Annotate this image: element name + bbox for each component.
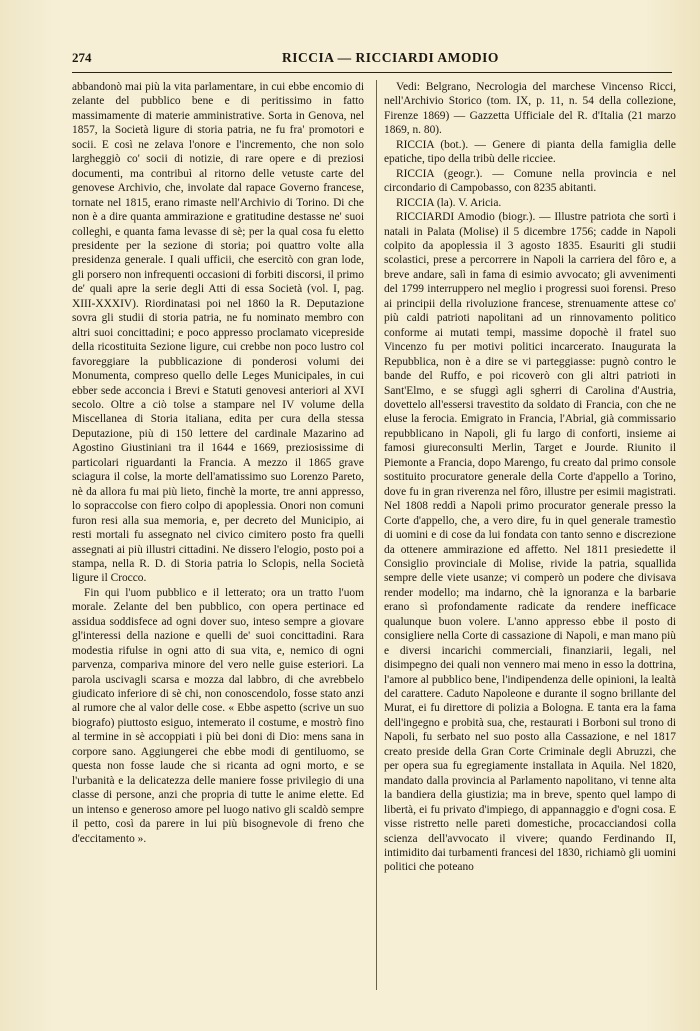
header-rule xyxy=(72,72,672,73)
left-paragraph: abbandonò mai più la vita parlamentare, in cui ebbe encomio di zelante del pubblico bene e di peritissimo in fatto massimamente di materie amministrative. Sorta in Genova, nel 1857, la Società ligure di storia patria, ne fu fra' promotori e socii. E così ne zelava l'onore e l'incremento, che non solo largheggiò co' socii di notizie, di rare opere e di preziosi documenti, ma contribuì al ritorno delle vetuste carte del genovese Archivio, che, involate dal rapace Governo francese, tornate nel 1815, erano rimaste nell'Archivio di Torino. Di che non è a dire quanta ammirazione e gratitudine destasse ne' suoi colleghi, e quanta fama levasse di sè; per la qual cosa fu eletto presidente per la sezione di storia; poi quattro volte alla presidenza generale. I quali ufficii, che esercitò con gran lode, gli porsero non infrequenti occasioni di forbiti discorsi, il primo de' quali apre la serie degli Atti di essa Società (vol. I, pag. XIII-XXXIV). Riordinatasi poi nel 1860 la R. Deputazione sovra gli studii di storia patria, ne fu nominato membro con altri suoi concittadini; e poco appresso proclamato vicepreside della ricostituita Sezione ligure, cui crebbe non poco lustro col favoreggiare la pubblicazione di ponderosi volumi dei Monumenta, compreso quello delle Leges Municipales, in cui ebber sede acconcia i Brevi e Statuti genovesi anteriori al XVI secolo. Oltre a ciò tolse a stampare nel IV volume della Miscellanea di Storia italiana, edita per cura della stessa Deputazione, più di 150 lettere del cardinale Mazarino ad Agostino Giustiniani tra il 1644 e 1669, preziosissime di particolari riguardanti la Francia. A mezzo il 1865 grave sciagura il colse, la morte dell'amatissimo suo Lorenzo Pareto, nè da allora fu mai più lieto, finchè la morte, tre anni appresso, lo sopraccolse con fiero colpo di apoplessia. Onori non comuni furon resi alla sua memoria, e, per decreto del Municipio, ai resti mortali fu assegnato nel civico cimitero posto fra quelli assegnati ai più illustri cittadini. Ne dissero l'elogio, posto poi a stampa, nella R. D. di Storia patria lo Sclopis, nella Società ligure il Crocco. xyxy=(72,81,364,585)
left-column xyxy=(72,80,364,846)
column-divider xyxy=(376,80,377,990)
dictionary-entry: RICCIA (la). V. Aricia. xyxy=(396,196,502,209)
page-number: 274 xyxy=(72,50,92,65)
dictionary-entry: RICCIA (geogr.). — Comune nella provincia e nel circondario di Campobasso, con 8235 abitanti. xyxy=(384,167,676,195)
page-header xyxy=(72,50,672,70)
right-column xyxy=(384,80,676,875)
dictionary-entry: RICCIA (bot.). — Genere di pianta della famiglia delle epatiche, tipo della tribù delle ricciee. xyxy=(384,138,676,166)
dictionary-entry: RICCIARDI Amodio (biogr.). — Illustre patriota che sortì i natali in Palata (Molise) il 5 dicembre 1756; cadde in Napoli colpito da apoplessia il 3 agosto 1835. Esauriti gli studii scolastici, prese a percorrere in Napoli la carriera del fôro e, a breve andare, salì in fama di esimio avvocato; gli avvenimenti del 1799 interruppero nel meglio i progressi suoi forensi. Preso ai principii della rivoluzione francese, strenuamente attese co' più caldi patrioti napolitani ad un rinnovamento politico conforme ai mutati tempi, massime dopochè il fratel suo Vincenzo fu per motivi politici incarcerato. Inaugurata la Repubblica, non è a dire se vi parteggiasse: pugnò contro le bande del Ruffo, e poi ricoverò con gli altri patrioti in Sant'Elmo, e se sfuggì agli sgherri di Carolina d'Austria, dovettelo all'essersi travestito da soldato di Francia, con che ne eluse la ferocia. Emigrato in Francia, l'Abrial, già commissario repubblicano in Napoli, gli fu largo di conforti, insieme ai famosi giureconsulti Merlin, Target e Jourde. Riunito il Piemonte a Francia, dopo Marengo, fu creato dal primo console sostituito procuratore generale della Corte d'appello a Torino, dove fu in gran riverenza nel fôro, illustre per esimii magistrati. Nel 1808 reddì a Napoli primo procurator generale presso la Corte d'appello, che, a vero dire, fu in quel generale tramestìo di uomini e di cose da lui fondata con tanto senno e discrezione da ottenere ammirazione ed affetto. Nel 1811 presiedette il Consiglio provinciale di Molise, rivide la patria, squallida sempre delle viete usanze; vi comperò un podere che divisava render modello; ma indarno, chè la ignoranza e la barbarie erano sì profondamente radicate da rendere inefficace qualunque buon volere. L'anno appresso ebbe il posto di consigliere nella Corte di cassazione di Napoli, e man mano più e diversi incarichi commerciali, finanziarii, legali, nel disimpegno dei quali non vennero mai meno in esso la dottrina, l'amore al pubblico bene, l'indipendenza delle opinioni, la lealtà del carattere. Caduto Napoleone e durante il sogno brillante del Murat, ei fu direttore di polizia a Bologna. E tanta era la fama dell'ingegno e probità sua, che, restaurati i Borboni sul trono di Napoli, fu serbato nel suo posto alla Cassazione, e nel 1817 creato preside della Gran Corte Criminale degli Abruzzi, che per opera sua fu egregiamente installata in Aquila. Nel 1820, mandato dalla provincia al Parlamento napolitano, vi tenne alta la bandiera della giustizia; ma in breve, spento quel lampo di libertà, ei fu privato d'impiego, di appannaggio e d'ogni cosa. E visse ristretto nelle pareti domestiche, procacciandosi colla scienza dell'avvocato il vivere; quando Ferdinando II, intimidito dai turbamenti francesi del 1830, richiamò gli uomini politici che poteano xyxy=(384,211,676,874)
running-head: RICCIA — RICCIARDI AMODIO xyxy=(282,50,499,65)
reference-paragraph: Vedi: Belgrano, Necrologia del marchese Vincenso Ricci, nell'Archivio Storico (tom. IX, p. 11, n. 54 della collezione, Firenze 1869) — Gazzetta Ufficiale del R. d'Italia (21 marzo 1869, n. 80). xyxy=(384,81,676,137)
left-paragraph: Fin qui l'uom pubblico e il letterato; ora un tratto l'uom morale. Zelante del ben pubblico, con opera pertinace ed assidua soddisfece ad ogni dover suo, inteso sempre a giovare gl'interessi della nazione e quelli de' suoi concittadini. Rara modestia rifulse in ogni atto di sua vita, e, nemico di ogni parvenza, compariva minore del vero nelle guise esteriori. La parola uscivagli scarsa e mozza dal labbro, di che avrebbelo giudicato inferiore di sè chi, non conoscendolo, fosse stato anzi al rumore che al valor delle cose. « Ebbe aspetto (scrive un suo biografo) piuttosto esiguo, intemerato il costume, e mostrò fino al termine in sè accoppiati i più bei doni di Dio: mens sana in corpore sano. Aggiungerei che ebbe modi di gentiluomo, se questa non fosse laude che si ricanta ad ogni morto, e se l'urbanità e la delicatezza delle maniere fosse privilegio di una classe di persone, anzi che propria di tutte le anime elette. Ed un intenso e generoso amore pel luogo nativo gli scaldò sempre il petto, così da parere in lui più bisognevole di freno che d'eccitamento ». xyxy=(72,586,364,845)
